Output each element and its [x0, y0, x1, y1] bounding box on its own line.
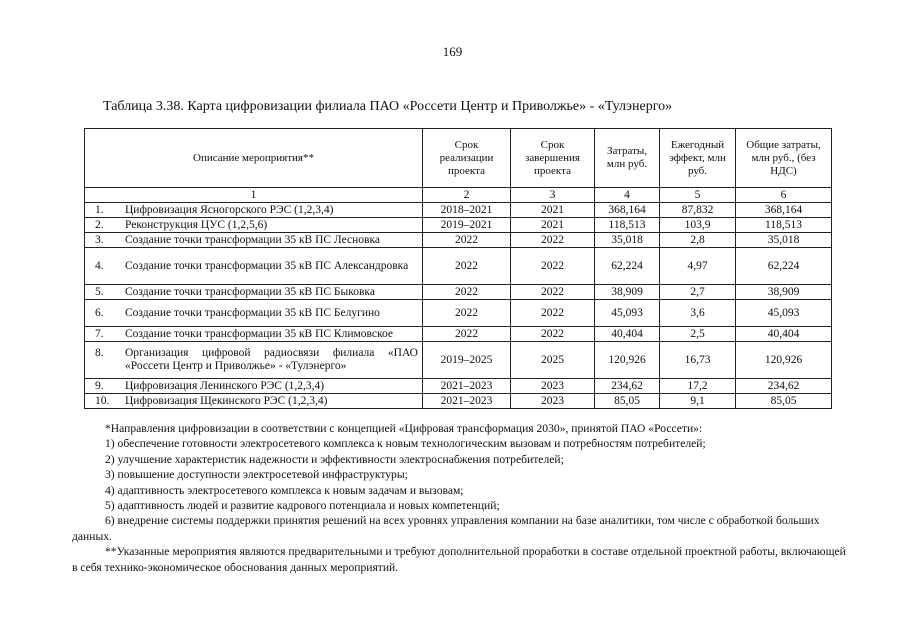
column-number: 4 [595, 188, 660, 203]
table-row [85, 342, 832, 379]
row-period: 2022 [423, 233, 511, 248]
row-description: Реконструкция ЦУС (1,2,5,6) [125, 218, 268, 231]
row-total: 368,164 [736, 203, 832, 218]
row-description-cell [85, 233, 423, 248]
digitalization-table [84, 128, 832, 409]
note-item: 4) адаптивность электросетевого комплекса к новым задачам и вызовам; [105, 483, 464, 497]
header-period: Срок реализации проекта [423, 129, 511, 188]
row-description-cell [85, 394, 423, 409]
row-total: 62,224 [736, 248, 832, 285]
row-period: 2018–2021 [423, 203, 511, 218]
row-description-cell [85, 203, 423, 218]
note-item: 1) обеспечение готовности электросетевого комплекса к новым технологическим вызовам и потребностям потребителей; [105, 437, 706, 451]
header-description: Описание мероприятия** [85, 129, 423, 188]
row-description-cell [85, 285, 423, 300]
row-total: 118,513 [736, 218, 832, 233]
note-item: 2) улучшение характеристик надежности и эффективности электроснабжения потребителей; [105, 452, 564, 466]
table-row [85, 327, 832, 342]
notes-footnote: **Указанные мероприятия являются предварительными и требуют дополнительной проработки в составе отдельной проектной работы, включающей в себя технико-экономическое обоснования данных мероприятий. [72, 545, 846, 574]
row-period: 2022 [423, 327, 511, 342]
row-description-cell [85, 379, 423, 394]
row-end-year: 2025 [511, 342, 595, 379]
row-number: 10. [95, 394, 110, 407]
row-period: 2022 [423, 248, 511, 285]
column-number: 2 [423, 188, 511, 203]
row-description: Создание точки трансформации 35 кВ ПС Александровка [125, 259, 409, 272]
row-number: 3. [95, 233, 104, 246]
table-row [85, 248, 832, 285]
row-effect: 2,8 [660, 233, 736, 248]
row-total: 120,926 [736, 342, 832, 379]
note-item: 3) повышение доступности электросетевой инфраструктуры; [105, 468, 408, 482]
header-end: Срок завершения проекта [511, 129, 595, 188]
row-cost: 85,05 [595, 394, 660, 409]
row-number: 4. [95, 259, 104, 272]
row-end-year: 2023 [511, 394, 595, 409]
row-total: 40,404 [736, 327, 832, 342]
row-cost: 234,62 [595, 379, 660, 394]
column-number: 6 [736, 188, 832, 203]
row-period: 2021–2023 [423, 394, 511, 409]
row-end-year: 2022 [511, 248, 595, 285]
row-description: Цифровизация Ясногорского РЭС (1,2,3,4) [125, 203, 334, 216]
note-item: 6) внедрение системы поддержки принятия решений на всех уровнях управления компании на базе аналитики, том числе с обработкой больших данных. [72, 514, 820, 543]
row-cost: 368,164 [595, 203, 660, 218]
column-numbers-row [85, 188, 832, 203]
column-number: 3 [511, 188, 595, 203]
row-number: 2. [95, 218, 104, 231]
row-description-cell [85, 342, 423, 379]
row-period: 2019–2025 [423, 342, 511, 379]
row-description: Создание точки трансформации 35 кВ ПС Климовское [125, 327, 393, 340]
table-row [85, 233, 832, 248]
row-description-cell [85, 327, 423, 342]
row-description: Создание точки трансформации 35 кВ ПС Белугино [125, 306, 380, 319]
note-item: 5) адаптивность людей и развитие кадрового потенциала и новых компетенций; [105, 499, 500, 513]
row-number: 7. [95, 327, 104, 340]
row-description-cell [85, 248, 423, 285]
row-period: 2022 [423, 285, 511, 300]
table-header-row [85, 129, 832, 188]
row-description-cell [85, 300, 423, 327]
row-period: 2022 [423, 300, 511, 327]
row-description: Цифровизация Ленинского РЭС (1,2,3,4) [125, 379, 325, 392]
row-description-cell [85, 218, 423, 233]
column-number: 5 [660, 188, 736, 203]
row-effect: 87,832 [660, 203, 736, 218]
row-cost: 62,224 [595, 248, 660, 285]
page-number: 169 [442, 44, 463, 59]
row-total: 35,018 [736, 233, 832, 248]
row-cost: 35,018 [595, 233, 660, 248]
table-row [85, 300, 832, 327]
table-body [85, 203, 832, 409]
row-cost: 38,909 [595, 285, 660, 300]
row-cost: 120,926 [595, 342, 660, 379]
row-description: Создание точки трансформации 35 кВ ПС Лесновка [125, 233, 380, 246]
row-effect: 103,9 [660, 218, 736, 233]
row-end-year: 2022 [511, 285, 595, 300]
row-end-year: 2021 [511, 218, 595, 233]
table-row [85, 203, 832, 218]
row-total: 38,909 [736, 285, 832, 300]
header-total: Общие затраты, млн руб., (без НДС) [736, 129, 832, 188]
table-row [85, 218, 832, 233]
row-description: Цифровизация Щекинского РЭС (1,2,3,4) [125, 394, 328, 407]
header-cost: Затраты, млн руб. [595, 129, 660, 188]
row-effect: 2,7 [660, 285, 736, 300]
row-description: Создание точки трансформации 35 кВ ПС Быковка [125, 285, 375, 298]
row-number: 9. [95, 379, 104, 392]
row-period: 2019–2021 [423, 218, 511, 233]
row-number: 8. [95, 347, 104, 359]
row-effect: 16,73 [660, 342, 736, 379]
row-effect: 9,1 [660, 394, 736, 409]
row-period: 2021–2023 [423, 379, 511, 394]
row-effect: 4,97 [660, 248, 736, 285]
row-number: 6. [95, 306, 104, 319]
table-row [85, 285, 832, 300]
row-end-year: 2023 [511, 379, 595, 394]
row-effect: 2,5 [660, 327, 736, 342]
notes-intro: *Направления цифровизации в соответствии с концепцией «Цифровая трансформация 2030», принятой ПАО «Россети»: [105, 422, 703, 435]
row-end-year: 2022 [511, 233, 595, 248]
row-number: 1. [95, 203, 104, 216]
table-row [85, 394, 832, 409]
row-description: Организация цифровой радиосвязи филиала «ПАО «Россети Центр и Приволжье» - «Тулэнерго» [125, 347, 418, 372]
row-cost: 118,513 [595, 218, 660, 233]
row-total: 45,093 [736, 300, 832, 327]
row-total: 234,62 [736, 379, 832, 394]
table-caption: Таблица 3.38. Карта цифровизации филиала ПАО «Россети Центр и Приволжье» - «Тулэнерго» [103, 99, 673, 114]
row-end-year: 2022 [511, 327, 595, 342]
row-end-year: 2022 [511, 300, 595, 327]
notes-block [72, 421, 850, 575]
row-cost: 40,404 [595, 327, 660, 342]
row-effect: 3,6 [660, 300, 736, 327]
row-number: 5. [95, 285, 104, 298]
row-cost: 45,093 [595, 300, 660, 327]
row-effect: 17,2 [660, 379, 736, 394]
table-row [85, 379, 832, 394]
row-total: 85,05 [736, 394, 832, 409]
column-number: 1 [85, 188, 423, 203]
row-end-year: 2021 [511, 203, 595, 218]
header-effect: Ежегодный эффект, млн руб. [660, 129, 736, 188]
